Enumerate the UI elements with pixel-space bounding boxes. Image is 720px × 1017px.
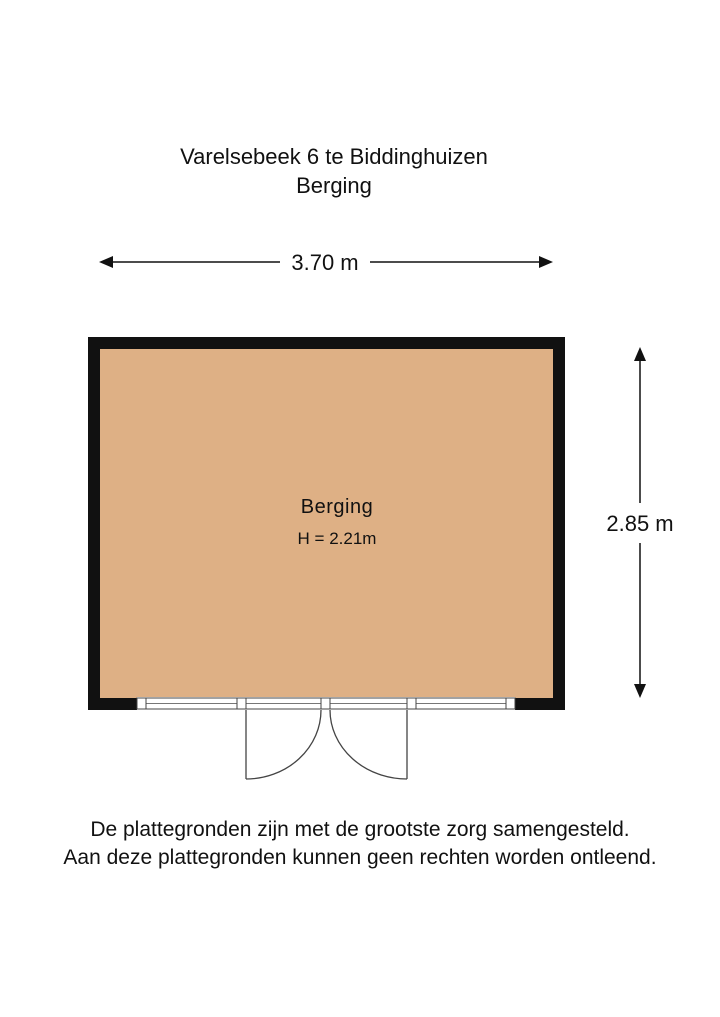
frame-post (237, 698, 246, 709)
frame-post (407, 698, 416, 709)
room-name: Berging (300, 496, 374, 518)
frame-post (506, 698, 515, 709)
door-swing-right (330, 710, 407, 779)
room-floor (100, 349, 553, 698)
plan-title: Varelsebeek 6 te Biddinghuizen (180, 144, 488, 169)
arrow-down-icon (634, 684, 646, 698)
arrow-up-icon (634, 347, 646, 361)
frame-post (137, 698, 146, 709)
door-swing-left (246, 710, 321, 779)
width-dimension-label: 3.70 m (291, 250, 359, 275)
plan-subtitle: Berging (296, 173, 372, 198)
room-height: H = 2.21m (297, 529, 377, 548)
disclaimer-line-1: De plattegronden zijn met de grootste zorg samengesteld. (90, 818, 630, 841)
double-door (246, 710, 407, 779)
frame-post (321, 698, 330, 709)
width-dimension (99, 250, 553, 275)
disclaimer-line-2: Aan deze plattegronden kunnen geen rechten worden ontleend. (63, 846, 657, 869)
depth-dimension-label: 2.85 m (606, 511, 674, 536)
depth-dimension (606, 347, 673, 698)
arrow-left-icon (99, 256, 113, 268)
arrow-right-icon (539, 256, 553, 268)
room-berging (88, 337, 565, 711)
